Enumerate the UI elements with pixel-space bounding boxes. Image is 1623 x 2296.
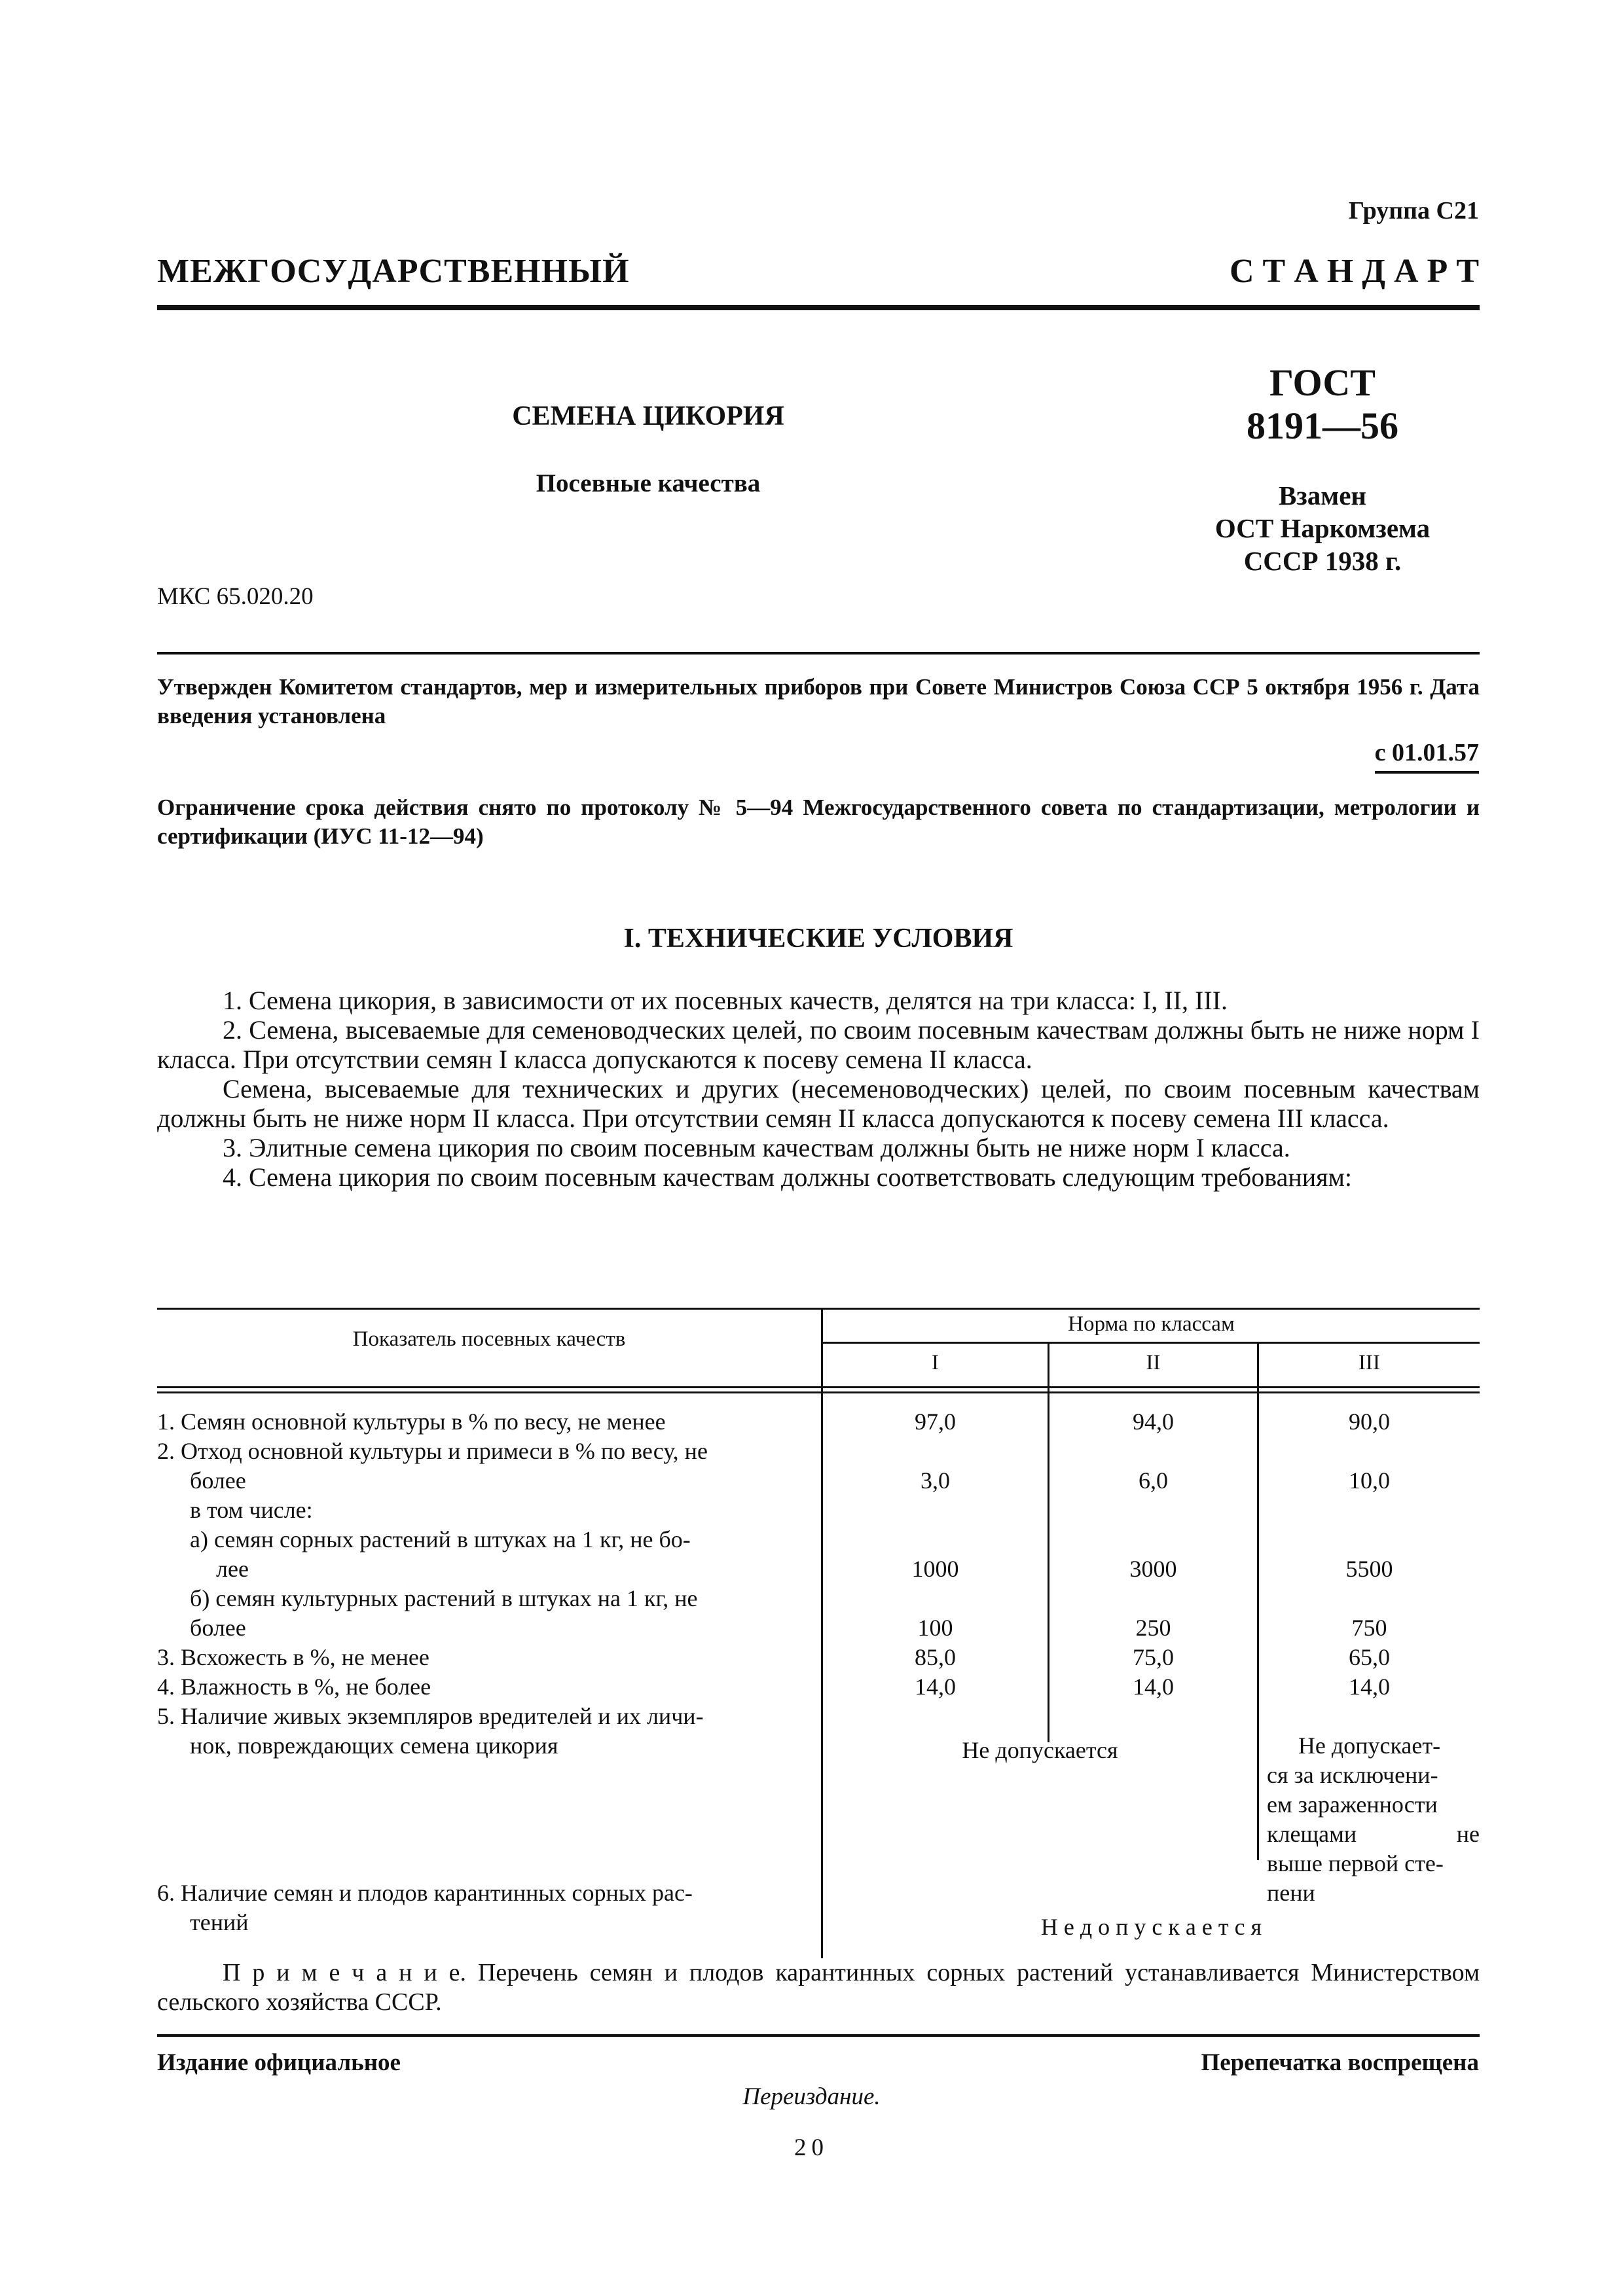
row-3-class-2: 75,0 (1133, 1644, 1174, 1670)
note-text: П р и м е ч а н и е. Перечень семян и плодов карантинных сорных растений устанавливается Министерством сельского хозяйства СССР. (157, 1959, 1480, 2016)
row-4-class-3: 14,0 (1349, 1674, 1390, 1700)
header-bottom-rule-2 (157, 1391, 1480, 1393)
header-rule (157, 305, 1480, 310)
standard-header-left: М Е Ж Г О С У Д А Р С Т В Е Н Н Ы Й (157, 253, 629, 290)
row-2-label: 2. Отход основной культуры и примеси в % по весу, не (157, 1438, 708, 1464)
gost-label: ГОСТ (1269, 361, 1376, 404)
paragraph: 3. Элитные семена цикория по своим посевным качествам должны быть не ниже норм I класса. (223, 1133, 1290, 1162)
norm-header-rule (822, 1342, 1480, 1344)
restriction-text: Ограничение срока действия снято по протоколу № 5—94 Межгосударственного совета по стандартизации, метрологии и сертификации (ИУС 11-12—94) (157, 795, 1480, 849)
class-1-header: I (932, 1351, 939, 1374)
row-4-class-1: 14,0 (915, 1674, 956, 1700)
row-5-class-3-line: ся за исключени- (1267, 1762, 1438, 1788)
row-3-class-1: 85,0 (915, 1644, 956, 1670)
reprint-label: Переиздание. (742, 2083, 881, 2110)
approval-text: Утвержден Комитетом стандартов, мер и измерительных приборов при Совете Министров Союза ССР 5 октября 1956 г. Дата введения установлена (157, 674, 1480, 728)
class-3-header: III (1359, 1351, 1380, 1374)
row-1-label: 1. Семян основной культуры в % по весу, не менее (157, 1408, 666, 1435)
mks-code: МКС 65.020.20 (157, 583, 314, 610)
row-5-class-3-line: Не допускает- (1298, 1732, 1441, 1759)
row-3-label: 3. Всхожесть в %, не менее (157, 1644, 429, 1670)
row-2-label-cont: более (190, 1467, 246, 1494)
row-4-label: 4. Влажность в %, не более (157, 1674, 431, 1700)
paragraph: 4. Семена цикория по своим посевным качествам должны соответствовать следующим требованиям: (223, 1162, 1352, 1192)
row-3-class-3: 65,0 (1349, 1644, 1390, 1670)
row-4-class-2: 14,0 (1133, 1674, 1174, 1700)
row-5-label-cont: нок, повреждающих семена цикория (190, 1732, 558, 1759)
section-title: I. ТЕХНИЧЕСКИЕ УСЛОВИЯ (623, 924, 1013, 954)
replaces-line-1: Взамен (1278, 480, 1367, 511)
row-5-class-3-line: пени (1267, 1880, 1315, 1906)
title-rule (157, 652, 1480, 655)
norm-column-header: Норма по классам (1068, 1312, 1235, 1336)
row-including-label: в том числе: (190, 1497, 313, 1523)
document-subtitle: Посевные качества (536, 469, 761, 497)
row-5-class-3-line: ем зараженности (1267, 1791, 1438, 1818)
indicator-column-header: Показатель посевных качеств (352, 1327, 626, 1351)
paragraph: Семена, высеваемые для технических и других (несеменоводческих) целей, по своим посевным качествам должны быть не ниже норм II класса. При отсутствии семян II класса допускаются к посеву семена III класса. (157, 1074, 1480, 1133)
paragraph: 1. Семена цикория, в зависимости от их посевных качеств, делятся на три класса: I, II, III. (223, 986, 1228, 1015)
paragraph: 2. Семена, высеваемые для семеноводческих целей, по своим посевным качествам должны быть не ниже норм I класса. При отсутствии семян I класса допускаются к посеву семена II класса. (157, 1015, 1480, 1074)
class-2-header: II (1146, 1351, 1161, 1374)
row-2b-label: б) семян культурных растений в штуках на 1 кг, не (190, 1585, 698, 1611)
standard-header-right: С Т А Н Д А Р Т (1229, 253, 1479, 290)
footer-rule (157, 2034, 1480, 2037)
row-2-class-2: 6,0 (1139, 1467, 1168, 1494)
row-5-class-3-line: клещами не (1267, 1821, 1480, 1847)
row-5-label: 5. Наличие живых экземпляров вредителей и их личи- (157, 1703, 704, 1729)
gost-designation (1178, 361, 1467, 448)
gost-number: 8191—56 (1247, 404, 1398, 447)
row-2a-class-3: 5500 (1345, 1556, 1393, 1582)
row-2-class-1: 3,0 (921, 1467, 950, 1494)
replaces-block (1152, 479, 1493, 577)
effective-date: с 01.01.57 (1375, 738, 1479, 774)
row-6-label-cont: тений (190, 1909, 249, 1935)
row-1-class-2: 94,0 (1133, 1408, 1174, 1435)
row-2a-label: а) семян сорных растений в штуках на 1 кг, не бо- (190, 1526, 691, 1552)
header-bottom-rule (157, 1386, 1480, 1388)
row-2a-label-cont: лее (216, 1556, 249, 1582)
reprint-prohibited-label: Перепечатка воспрещена (1201, 2049, 1479, 2076)
row-2a-class-1: 1000 (911, 1556, 959, 1582)
replaces-line-3: СССР 1938 г. (1243, 546, 1402, 576)
official-edition-label: Издание официальное (157, 2049, 401, 2076)
row-2b-label-cont: более (190, 1615, 246, 1641)
group-label: Группа С21 (1348, 197, 1479, 224)
row-6-all-classes: Н е д о п у с к а е т с я (1040, 1914, 1262, 1940)
row-2b-class-2: 250 (1135, 1615, 1171, 1641)
page-number: 20 (794, 2134, 829, 2161)
row-2b-class-3: 750 (1351, 1615, 1387, 1641)
document-title: СЕМЕНА ЦИКОРИЯ (512, 401, 784, 431)
row-2a-class-2: 3000 (1129, 1556, 1177, 1582)
row-1-class-3: 90,0 (1349, 1408, 1390, 1435)
row-2b-class-1: 100 (917, 1615, 953, 1641)
row-5-class-3-line: выше первой сте- (1267, 1850, 1444, 1876)
row-6-label: 6. Наличие семян и плодов карантинных сорных рас- (157, 1880, 693, 1906)
body-text (157, 986, 1480, 1192)
row-5-classes-1-2: Не допускается (962, 1737, 1118, 1763)
row-2-class-3: 10,0 (1349, 1467, 1390, 1494)
replaces-line-2: ОСТ Наркомзема (1214, 513, 1431, 543)
row-1-class-1: 97,0 (915, 1408, 956, 1435)
